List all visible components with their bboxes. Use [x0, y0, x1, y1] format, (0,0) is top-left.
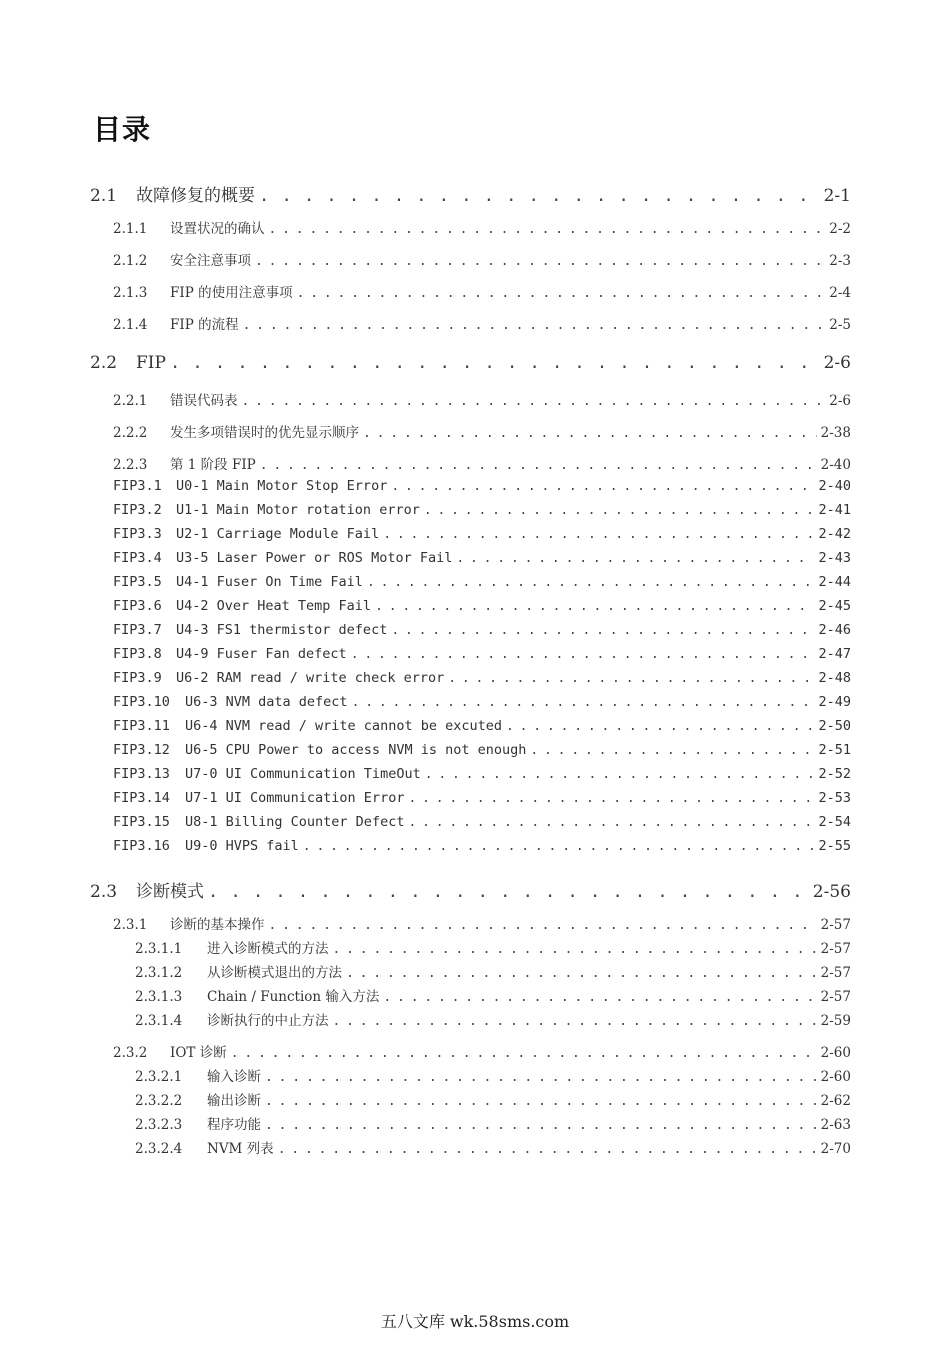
toc-entry[interactable]	[113, 790, 851, 806]
toc-title: U0-1 Main Motor Stop Error	[176, 478, 388, 494]
toc-title: 进入诊断模式的方法	[207, 941, 329, 957]
leader-dots	[383, 527, 814, 542]
toc-entry[interactable]	[113, 646, 851, 662]
toc-title: U6-5 CPU Power to access NVM is not enough	[185, 742, 527, 758]
toc-entry[interactable]	[113, 622, 851, 638]
toc-entry[interactable]	[113, 742, 851, 758]
leader-dots	[259, 186, 820, 206]
leader-dots	[170, 353, 820, 373]
toc-number: 2.1.1	[113, 221, 148, 237]
toc-page: 2-5	[829, 317, 851, 333]
toc-number: FIP3.5	[113, 574, 162, 590]
page-title: 目录	[93, 113, 152, 146]
toc-page: 2-1	[823, 186, 851, 206]
toc-page: 2-4	[829, 285, 851, 301]
leader-dots	[265, 1118, 817, 1133]
toc-entry[interactable]	[135, 985, 851, 1005]
toc-title: FIP 的流程	[170, 317, 239, 333]
toc-page: 2-52	[818, 766, 851, 782]
toc-title: U4-3 FS1 thermistor defect	[176, 622, 388, 638]
footer-watermark: 五八文库 wk.58sms.com	[380, 1312, 570, 1331]
leader-dots	[456, 551, 814, 566]
toc-page: 2-6	[823, 353, 851, 373]
toc-page: 2-48	[818, 670, 851, 686]
toc-title: Chain / Function 输入方法	[207, 989, 380, 1005]
toc-number: FIP3.3	[113, 526, 162, 542]
toc-entry[interactable]	[135, 1137, 851, 1157]
toc-title: NVM 列表	[207, 1141, 274, 1157]
toc-entry[interactable]	[135, 1009, 851, 1029]
toc-entry[interactable]	[113, 281, 851, 301]
toc-title: U8-1 Billing Counter Defect	[185, 814, 405, 830]
toc-page: 2-57	[820, 917, 851, 933]
toc-number: 2.3.1.3	[135, 989, 183, 1005]
leader-dots	[269, 918, 817, 933]
leader-dots	[351, 647, 815, 662]
toc-entry[interactable]	[90, 353, 851, 373]
toc-number: FIP3.1	[113, 478, 162, 494]
toc-page: 2-60	[820, 1069, 851, 1085]
toc-number: 2.3.1.1	[135, 941, 183, 957]
leader-dots	[231, 1046, 817, 1061]
toc-entry[interactable]	[113, 502, 851, 518]
leader-dots	[425, 767, 815, 782]
toc-entry[interactable]	[90, 877, 851, 902]
toc-number: FIP3.6	[113, 598, 162, 614]
toc-page: 2-44	[818, 574, 851, 590]
toc-page: 2-60	[820, 1045, 851, 1061]
leader-dots	[255, 254, 825, 269]
toc-page: 2-46	[818, 622, 851, 638]
toc-number: 2.3	[90, 882, 118, 902]
toc-title: 故障修复的概要	[136, 186, 255, 206]
toc-entry[interactable]	[113, 249, 851, 269]
toc-title: U7-1 UI Communication Error	[185, 790, 405, 806]
toc-title: U4-9 Fuser Fan defect	[176, 646, 347, 662]
toc-title: 诊断执行的中止方法	[207, 1013, 329, 1029]
leader-dots	[269, 222, 826, 237]
toc-page: 2-63	[820, 1117, 851, 1133]
toc-number: FIP3.11	[113, 718, 170, 734]
toc-entry[interactable]	[113, 1041, 851, 1061]
toc-page: 2-54	[818, 814, 851, 830]
toc-entry[interactable]	[113, 670, 851, 686]
toc-title: 诊断的基本操作	[170, 917, 265, 933]
toc-entry[interactable]	[135, 1065, 851, 1085]
toc-number: FIP3.15	[113, 814, 170, 830]
toc-title: FIP 的使用注意事项	[170, 285, 293, 301]
leader-dots	[303, 839, 815, 854]
toc-title: U9-0 HVPS fail	[185, 838, 299, 854]
toc-page: 2-43	[818, 550, 851, 566]
toc-title: U4-2 Over Heat Temp Fail	[176, 598, 372, 614]
toc-entry[interactable]	[113, 814, 851, 830]
leader-dots	[367, 575, 815, 590]
leader-dots	[363, 426, 817, 441]
toc-entry[interactable]	[135, 1113, 851, 1133]
toc-number: FIP3.14	[113, 790, 170, 806]
toc-title: U3-5 Laser Power or ROS Motor Fail	[176, 550, 453, 566]
toc-number: 2.1	[90, 186, 118, 206]
toc-page: 2-2	[829, 221, 851, 237]
toc-number: 2.1.4	[113, 317, 148, 333]
toc-entry[interactable]	[113, 598, 851, 614]
toc-number: 2.3.1.2	[135, 965, 183, 981]
toc-page: 2-45	[818, 598, 851, 614]
toc-title: 输入诊断	[207, 1069, 261, 1085]
toc-entry[interactable]	[113, 526, 851, 542]
toc-page: 2-41	[818, 502, 851, 518]
leader-dots	[265, 1094, 817, 1109]
toc-entry[interactable]	[135, 937, 851, 957]
toc-title: 程序功能	[207, 1117, 261, 1133]
toc-title: U6-3 NVM data defect	[185, 694, 348, 710]
toc-number: 2.2.1	[113, 393, 148, 409]
toc-title: 从诊断模式退出的方法	[207, 965, 342, 981]
leader-dots	[408, 815, 814, 830]
toc-page: 2-59	[820, 1013, 851, 1029]
toc-number: FIP3.2	[113, 502, 162, 518]
toc-title: U6-2 RAM read / write check error	[176, 670, 445, 686]
toc-number: 2.1.3	[113, 285, 148, 301]
leader-dots	[391, 623, 814, 638]
toc-title: U7-0 UI Communication TimeOut	[185, 766, 421, 782]
toc-page: 2-42	[818, 526, 851, 542]
toc-entry[interactable]	[113, 913, 851, 933]
toc-number: FIP3.4	[113, 550, 162, 566]
toc-page: 2-53	[818, 790, 851, 806]
leader-dots	[278, 1142, 817, 1157]
toc-entry[interactable]	[135, 961, 851, 981]
toc-page: 2-51	[818, 742, 851, 758]
toc-entry[interactable]	[113, 453, 851, 473]
toc-entry[interactable]	[90, 181, 851, 206]
toc-number: FIP3.16	[113, 838, 170, 854]
toc-number: 2.3.2	[113, 1045, 148, 1061]
leader-dots	[424, 503, 815, 518]
toc-entry[interactable]	[113, 389, 851, 409]
leader-dots	[260, 458, 817, 473]
toc-page: 2-47	[818, 646, 851, 662]
toc-page: 2-57	[820, 965, 851, 981]
toc-number: 2.1.2	[113, 253, 148, 269]
toc-number: 2.3.2.3	[135, 1117, 183, 1133]
toc-page: 2-6	[829, 393, 851, 409]
toc-page: 2-49	[818, 694, 851, 710]
toc-page: 2-57	[820, 941, 851, 957]
toc-number: 2.3.1	[113, 917, 148, 933]
leader-dots	[346, 966, 817, 981]
toc-title: U2-1 Carriage Module Fail	[176, 526, 380, 542]
toc-title: FIP	[136, 353, 166, 373]
toc-title: U6-4 NVM read / write cannot be excuted	[185, 718, 502, 734]
toc-number: 2.2.2	[113, 425, 148, 441]
toc-entry[interactable]	[113, 766, 851, 782]
toc-page: 2-40	[818, 478, 851, 494]
leader-dots	[408, 791, 814, 806]
toc-number: FIP3.7	[113, 622, 162, 638]
toc-entry[interactable]	[113, 694, 851, 710]
toc-page: 2-38	[820, 425, 851, 441]
toc-title: 安全注意事项	[170, 253, 251, 269]
toc-page: 2-70	[820, 1141, 851, 1157]
toc-number: FIP3.12	[113, 742, 170, 758]
toc-entry[interactable]	[113, 718, 851, 734]
leader-dots	[243, 318, 826, 333]
toc-title: U4-1 Fuser On Time Fail	[176, 574, 363, 590]
toc-number: 2.2.3	[113, 457, 148, 473]
leader-dots	[448, 671, 814, 686]
toc-page: 2-3	[829, 253, 851, 269]
toc-entry[interactable]	[113, 217, 851, 237]
leader-dots	[265, 1070, 817, 1085]
toc-entry[interactable]	[113, 574, 851, 590]
leader-dots	[506, 719, 815, 734]
toc-title: 输出诊断	[207, 1093, 261, 1109]
toc-entry[interactable]	[113, 838, 851, 854]
toc-number: 2.3.2.4	[135, 1141, 183, 1157]
toc-entry[interactable]	[113, 313, 851, 333]
leader-dots	[383, 990, 816, 1005]
toc-page: 2-50	[818, 718, 851, 734]
toc-page: 2-56	[812, 882, 851, 902]
toc-number: FIP3.13	[113, 766, 170, 782]
toc-number: 2.3.2.2	[135, 1093, 183, 1109]
toc-title: 诊断模式	[136, 882, 204, 902]
toc-page: 2-57	[820, 989, 851, 1005]
toc-page: 2-40	[820, 457, 851, 473]
toc-number: FIP3.10	[113, 694, 170, 710]
leader-dots	[391, 479, 814, 494]
leader-dots	[352, 695, 815, 710]
toc-number: FIP3.8	[113, 646, 162, 662]
toc-title: 错误代码表	[170, 393, 238, 409]
leader-dots	[530, 743, 814, 758]
toc-entry[interactable]	[113, 478, 851, 494]
leader-dots	[297, 286, 826, 301]
toc-entry[interactable]	[113, 421, 851, 441]
toc-number: FIP3.9	[113, 670, 162, 686]
toc-entry[interactable]	[113, 550, 851, 566]
toc-title: 第 1 阶段 FIP	[170, 457, 256, 473]
toc-title: 发生多项错误时的优先显示顺序	[170, 425, 359, 441]
toc-page: 2-55	[818, 838, 851, 854]
leader-dots	[333, 1014, 817, 1029]
leader-dots	[333, 942, 817, 957]
toc-title: U1-1 Main Motor rotation error	[176, 502, 420, 518]
toc-title: IOT 诊断	[170, 1045, 227, 1061]
leader-dots	[242, 394, 826, 409]
toc-entry[interactable]	[135, 1089, 851, 1109]
toc-number: 2.3.1.4	[135, 1013, 183, 1029]
toc-number: 2.2	[90, 353, 118, 373]
toc-title: 设置状况的确认	[170, 221, 265, 237]
toc-page: 2-62	[820, 1093, 851, 1109]
leader-dots	[375, 599, 814, 614]
toc-number: 2.3.2.1	[135, 1069, 183, 1085]
leader-dots	[208, 882, 809, 902]
